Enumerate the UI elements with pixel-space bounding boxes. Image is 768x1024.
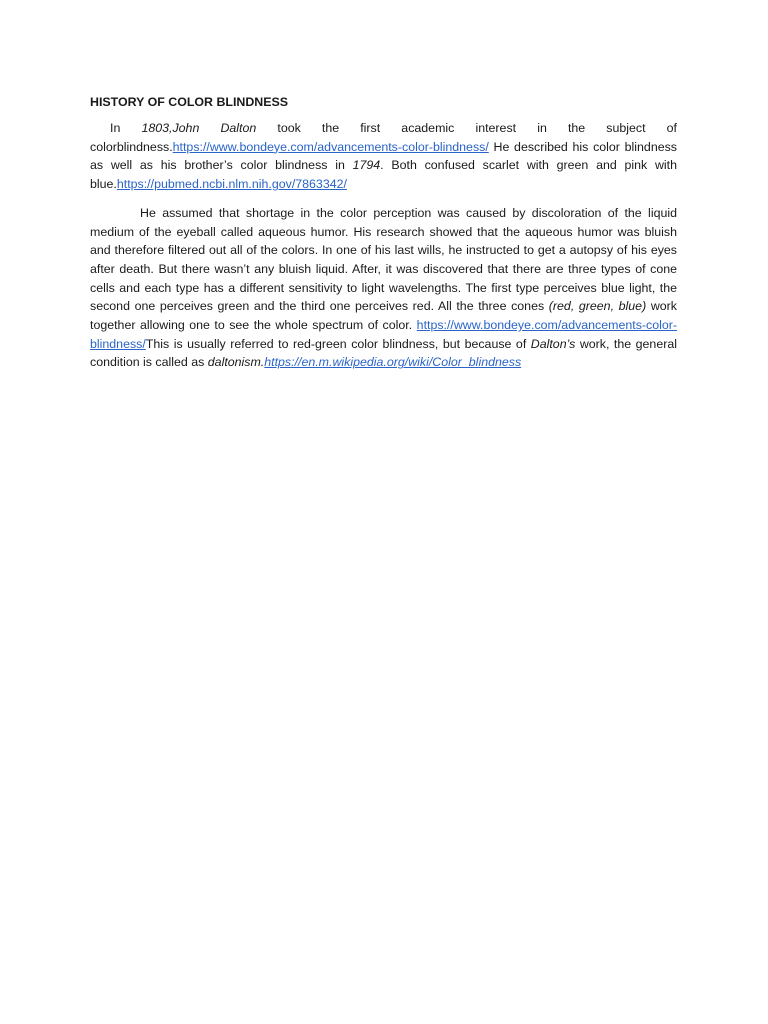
paragraph-2-text: work together allowing one to see the whole spectrum of color.	[90, 299, 677, 333]
paragraph-1	[90, 119, 677, 194]
paragraph-1-text: . Both confused scarlet with green and pink with blue.	[90, 158, 677, 192]
paragraph-2	[90, 204, 677, 372]
pubmed-link[interactable]: https://pubmed.ncbi.nlm.nih.gov/7863342/	[116, 177, 347, 192]
daltons-work: Dalton’s	[530, 336, 576, 351]
wikipedia-link[interactable]: https://en.m.wikipedia.org/wiki/Color_blindness	[264, 355, 522, 370]
paragraph-2-text: He assumed that shortage in the color perception was caused by discoloration of the liquid medium of the eyeball called aqueous humor. His research showed that the aqueous humor was bluish and therefore filtered out all of the colors. In one of his last wills, he instructed to get a autopsy of his eyes after death. But there wasn’t any bluish liquid. After, it was discovered that there are three types of cone cells and each type has a different sensitivity to light wavelengths. The first type perceives blue light, the second one perceives green and the third one perceives red. All the three cones	[90, 205, 677, 314]
paragraph-2-text: work, the general condition is called as	[90, 336, 677, 370]
bondeye-link[interactable]: https://www.bondeye.com/advancements-color-blindness/	[172, 139, 489, 154]
paragraph-1-text: He described his color blindness as well as his brother’s color blindness in	[90, 139, 677, 173]
document-body	[90, 94, 677, 372]
paragraph-1-text: In	[110, 121, 142, 135]
cones-list: (red, green, blue)	[548, 299, 647, 314]
paragraph-2-text: This is usually referred to red-green color blindness, but because of	[145, 336, 531, 351]
name-john-dalton: John Dalton	[172, 121, 257, 135]
year-1794: 1794	[352, 158, 381, 173]
document-title: HISTORY OF COLOR BLINDNESS	[90, 95, 289, 109]
daltonism-term: daltonism.	[207, 355, 265, 370]
bondeye-link[interactable]: https://www.bondeye.com/advancements-color-blindness/	[90, 318, 677, 351]
paragraph-1-text: took the first academic interest in the subject of colorblindness.	[90, 121, 677, 154]
year-1803: 1803,	[141, 121, 173, 135]
